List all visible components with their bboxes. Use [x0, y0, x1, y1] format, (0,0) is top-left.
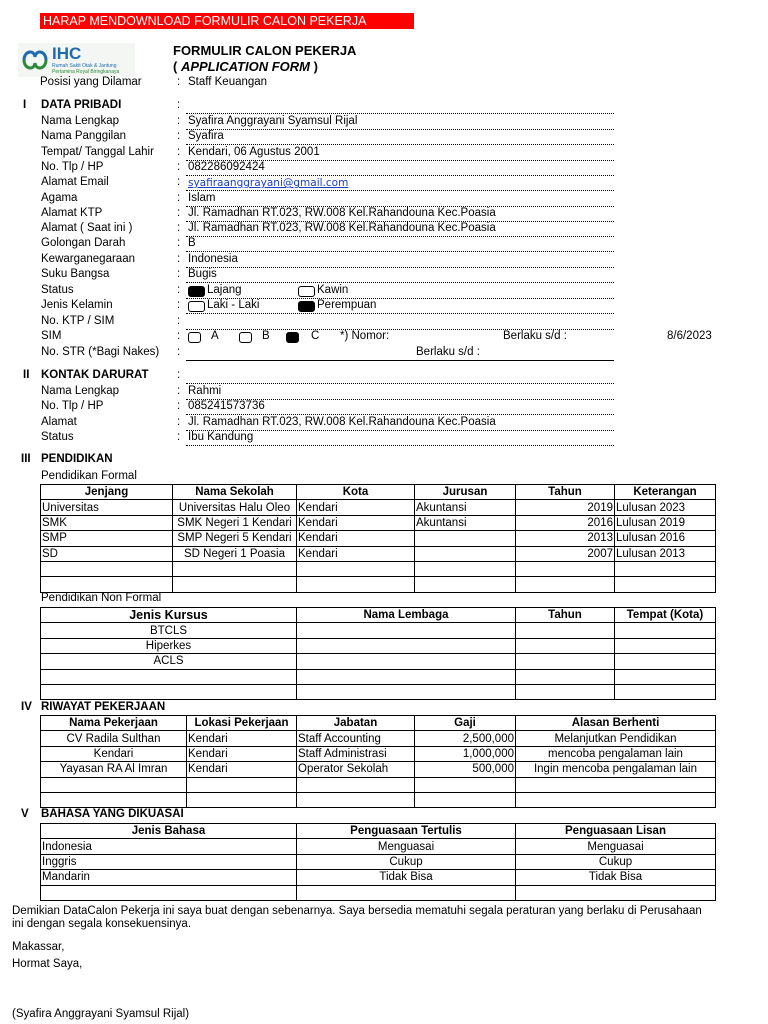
work-cell: Yayasan RA Al Imran	[41, 762, 187, 777]
formal-header-4: Tahun	[516, 485, 615, 500]
work-cell: Staff Administrasi	[297, 746, 415, 761]
nonformal-header-3: Tempat (Kota)	[615, 608, 716, 623]
formal-cell: Kendari	[297, 546, 415, 561]
formal-cell	[173, 561, 297, 576]
nonformal-cell	[297, 654, 516, 669]
lang-cell: Menguasai	[297, 839, 516, 854]
formal-cell: SMK	[41, 515, 173, 530]
status-option-1-label: Lajang	[207, 284, 242, 296]
work-header-3: Gaji	[415, 716, 516, 731]
formal-cell: SMP	[41, 531, 173, 546]
formal-cell: 2007	[516, 546, 615, 561]
work-cell: Kendari	[187, 762, 297, 777]
formal-cell: SMK Negeri 1 Kendari	[173, 515, 297, 530]
formal-cell: SD	[41, 546, 173, 561]
table-row	[41, 500, 716, 515]
suku-label: Suku Bangsa	[41, 268, 110, 280]
form-subtitle: ( APPLICATION FORM )	[173, 59, 318, 74]
company-logo	[18, 43, 135, 77]
table-row	[41, 531, 716, 546]
work-header-0: Nama Pekerjaan	[41, 716, 187, 731]
nonformal-cell	[297, 623, 516, 638]
warga-label: Kewarganegaraan	[41, 252, 135, 265]
formal-cell: Akuntansi	[415, 500, 516, 515]
work-cell: 1,000,000	[415, 746, 516, 761]
nonformal-cell: ACLS	[41, 654, 297, 669]
work-cell: Staff Accounting	[297, 731, 415, 746]
table-row	[41, 654, 716, 669]
work-cell: Melanjutkan Pendidikan	[516, 731, 716, 746]
sim-a-checkbox[interactable]	[188, 332, 201, 343]
lang-cell: Tidak Bisa	[297, 870, 516, 885]
nama-lengkap-label: Nama Lengkap	[41, 115, 119, 127]
formal-cell	[415, 561, 516, 576]
work-cell: Operator Sekolah	[297, 762, 415, 777]
formal-cell: 2016	[516, 515, 615, 530]
nonformal-cell	[41, 684, 297, 699]
table-row	[41, 762, 716, 777]
formal-cell	[615, 561, 716, 576]
nonformal-cell	[516, 684, 615, 699]
nonformal-cell	[41, 669, 297, 684]
work-cell: Kendari	[41, 746, 187, 761]
ihc-logo-icon	[20, 45, 50, 75]
section-5-number: V	[21, 808, 29, 820]
nonformal-cell	[297, 638, 516, 653]
table-row	[41, 577, 716, 592]
tlp-label: No. Tlp / HP	[41, 400, 104, 413]
tlp-value: 085241573736	[188, 400, 265, 413]
table-row	[41, 746, 716, 761]
position-value: Staff Keuangan	[188, 76, 268, 88]
work-cell	[297, 792, 415, 807]
formal-cell	[173, 577, 297, 592]
table-row	[41, 669, 716, 684]
formal-cell: Lulusan 2016	[615, 531, 716, 546]
sim-b-label: B	[262, 330, 270, 342]
table-row	[41, 515, 716, 530]
nonformal-header-1: Nama Lembaga	[297, 608, 516, 623]
lang-header-1: Penguasaan Tertulis	[297, 824, 516, 839]
nama-panggilan-value: Syafira	[188, 130, 224, 143]
tlp-value: 082286092424	[188, 160, 265, 173]
form-subtitle-text: APPLICATION FORM	[180, 59, 310, 74]
nonformal-education-label: Pendidikan Non Formal	[41, 592, 162, 604]
formal-cell	[415, 577, 516, 592]
work-header-2: Jabatan	[297, 716, 415, 731]
work-cell	[187, 777, 297, 792]
kelamin-option-2-label: Perempuan	[317, 299, 377, 311]
sim-b-checkbox[interactable]	[239, 332, 252, 343]
formal-cell	[41, 577, 173, 592]
table-row	[41, 870, 716, 885]
nonformal-cell	[516, 623, 615, 638]
sim-a-label: A	[211, 330, 219, 342]
nonformal-header-0: Jenis Kursus	[41, 608, 297, 623]
str-valid-until-label: Berlaku s/d :	[416, 346, 480, 358]
lang-cell	[41, 885, 297, 900]
table-row	[41, 561, 716, 576]
form-title: FORMULIR CALON PEKERJA	[173, 43, 357, 58]
city-text: Makassar,	[12, 941, 65, 953]
formal-header-2: Kota	[297, 485, 415, 500]
warga-value: Indonesia	[188, 252, 238, 265]
formal-education-table	[40, 484, 716, 593]
formal-cell	[615, 577, 716, 592]
nonformal-header-2: Tahun	[516, 608, 615, 623]
table-row	[41, 792, 716, 807]
formal-header-5: Keterangan	[615, 485, 716, 500]
lang-cell	[297, 885, 516, 900]
kelamin-label: Jenis Kelamin	[41, 299, 113, 311]
nonformal-cell	[516, 638, 615, 653]
section-4-title: RIWAYAT PEKERJAAN	[41, 701, 166, 713]
status-label: Status	[41, 430, 74, 443]
alamat-now-label: Alamat ( Saat ini )	[41, 222, 133, 235]
section-3-number: III	[21, 453, 31, 465]
goldar-label: Golongan Darah	[41, 237, 126, 250]
nonformal-cell	[615, 684, 716, 699]
alamat-now-value: Jl. Ramadhan RT.023, RW.008 Kel.Rahandouna Kec.Poasia	[188, 222, 496, 235]
section-2-number: II	[23, 369, 30, 381]
lang-cell: Cukup	[297, 854, 516, 869]
nonformal-cell	[615, 669, 716, 684]
kelamin-option-1-checkbox[interactable]	[188, 301, 205, 312]
status-option-2-label: Kawin	[317, 284, 349, 296]
ttl-label: Tempat/ Tanggal Lahir	[41, 145, 154, 158]
status-option-2-checkbox[interactable]	[298, 286, 315, 297]
work-cell: Kendari	[187, 731, 297, 746]
lang-cell: Menguasai	[516, 839, 716, 854]
tlp-label: No. Tlp / HP	[41, 160, 104, 173]
status-label: Status	[41, 284, 74, 296]
formal-cell: Universitas	[41, 500, 173, 515]
logo-line-2: Pertamina Royal Biringkanaya	[52, 69, 120, 75]
sim-valid-until-label: Berlaku s/d :	[503, 330, 567, 342]
table-row	[41, 731, 716, 746]
formal-cell	[516, 577, 615, 592]
formal-cell: Lulusan 2023	[615, 500, 716, 515]
section-5-title: BAHASA YANG DIKUASAI	[41, 808, 184, 820]
formal-cell: 2019	[516, 500, 615, 515]
work-cell: Ingin mencoba pengalaman lain	[516, 762, 716, 777]
nama-value: Rahmi	[188, 385, 222, 397]
work-cell: Kendari	[187, 746, 297, 761]
formal-cell	[41, 561, 173, 576]
formal-cell: Kendari	[297, 500, 415, 515]
lang-header-0: Jenis Bahasa	[41, 824, 297, 839]
sim-valid-until-date: 8/6/2023	[667, 330, 712, 342]
formal-cell: SD Negeri 1 Poasia	[173, 546, 297, 561]
work-cell	[41, 777, 187, 792]
position-label: Posisi yang Dilamar	[40, 76, 142, 88]
sim-c-checkbox[interactable]	[286, 332, 299, 343]
formal-cell: Lulusan 2019	[615, 515, 716, 530]
ktp-label: No. KTP / SIM	[41, 315, 115, 327]
lang-cell: Cukup	[516, 854, 716, 869]
email-value[interactable]: syafiraanggrayani@gmail.com	[188, 177, 349, 190]
nonformal-cell	[297, 669, 516, 684]
formal-cell	[516, 561, 615, 576]
table-row	[41, 854, 716, 869]
status-value: Ibu Kandung	[188, 430, 254, 443]
lang-cell: Indonesia	[41, 839, 297, 854]
str-label: No. STR (*Bagi Nakes)	[41, 346, 160, 358]
formal-cell	[415, 531, 516, 546]
work-history-table	[40, 715, 716, 808]
section-1-title: DATA PRIBADI	[41, 99, 122, 111]
statement-text: Demikian DataCalon Pekerja ini saya buat dengan sebenarnya. Saya bersedia mematuhi segala peraturan yang berlaku di Perusahaan ini dengan segala konsekuensinya.	[12, 905, 702, 930]
suku-value: Bugis	[188, 268, 217, 280]
formal-cell: Universitas Halu Oleo	[173, 500, 297, 515]
formal-cell: SMP Negeri 5 Kendari	[173, 531, 297, 546]
work-cell: 500,000	[415, 762, 516, 777]
ttl-value: Kendari, 06 Agustus 2001	[188, 145, 320, 158]
lang-cell: Tidak Bisa	[516, 870, 716, 885]
lang-cell: Inggris	[41, 854, 297, 869]
nama-label: Nama Lengkap	[41, 385, 119, 397]
signature-name: (Syafira Anggrayani Syamsul Rijal)	[12, 1008, 190, 1020]
ktp-addr-value: Jl. Ramadhan RT.023, RW.008 Kel.Rahandouna Kec.Poasia	[188, 206, 496, 219]
nonformal-cell	[516, 654, 615, 669]
closing-text: Hormat Saya,	[12, 958, 83, 970]
nonformal-cell	[297, 684, 516, 699]
table-row	[41, 777, 716, 792]
formal-education-label: Pendidikan Formal	[41, 470, 137, 482]
formal-cell: Lulusan 2013	[615, 546, 716, 561]
work-cell	[516, 792, 716, 807]
lang-cell	[516, 885, 716, 900]
formal-cell: Kendari	[297, 515, 415, 530]
nonformal-cell	[615, 654, 716, 669]
work-cell	[41, 792, 187, 807]
section-3-title: PENDIDIKAN	[41, 453, 113, 465]
alamat-value: Jl. Ramadhan RT.023, RW.008 Kel.Rahandouna Kec.Poasia	[188, 415, 496, 428]
kelamin-option-1-label: Laki - Laki	[207, 299, 260, 311]
ktp-addr-label: Alamat KTP	[41, 206, 103, 219]
work-header-4: Alasan Berhenti	[516, 716, 716, 731]
logo-line-1: Rumah Sakit Otak & Jantung	[52, 63, 117, 69]
nama-lengkap-value: Syafira Anggrayani Syamsul Rijal	[188, 115, 358, 127]
work-header-1: Lokasi Pekerjaan	[187, 716, 297, 731]
section-1-number: I	[23, 99, 27, 111]
formal-cell	[415, 546, 516, 561]
table-row	[41, 623, 716, 638]
nonformal-cell	[516, 669, 615, 684]
kelamin-option-2-checkbox[interactable]	[298, 301, 315, 312]
sim-c-label: C	[311, 330, 320, 342]
agama-value: Islam	[188, 191, 216, 204]
work-cell	[415, 777, 516, 792]
agama-label: Agama	[41, 191, 78, 204]
work-cell	[516, 777, 716, 792]
nama-panggilan-label: Nama Panggilan	[41, 130, 127, 143]
formal-header-1: Nama Sekolah	[173, 485, 297, 500]
status-option-1-checkbox[interactable]	[188, 286, 205, 297]
formal-cell	[297, 577, 415, 592]
logo-text: IHC	[52, 44, 82, 63]
table-row	[41, 839, 716, 854]
section-4-number: IV	[21, 701, 32, 713]
sim-number-label: *) Nomor:	[340, 330, 390, 342]
nonformal-cell	[615, 623, 716, 638]
section-2-title: KONTAK DARURAT	[41, 369, 149, 381]
sim-label: SIM	[41, 330, 62, 342]
table-row	[41, 684, 716, 699]
lang-cell: Mandarin	[41, 870, 297, 885]
work-cell: CV Radila Sulthan	[41, 731, 187, 746]
table-row	[41, 885, 716, 900]
work-cell: mencoba pengalaman lain	[516, 746, 716, 761]
download-banner: HARAP MENDOWNLOAD FORMULIR CALON PEKERJA	[40, 13, 414, 29]
work-cell	[187, 792, 297, 807]
nonformal-cell: BTCLS	[41, 623, 297, 638]
formal-cell: 2013	[516, 531, 615, 546]
formal-header-0: Jenjang	[41, 485, 173, 500]
work-cell	[415, 792, 516, 807]
alamat-label: Alamat	[41, 415, 77, 428]
nonformal-cell: Hiperkes	[41, 638, 297, 653]
formal-cell: Kendari	[297, 531, 415, 546]
formal-cell: Akuntansi	[415, 515, 516, 530]
formal-header-3: Jurusan	[415, 485, 516, 500]
lang-header-2: Penguasaan Lisan	[516, 824, 716, 839]
work-cell: 2,500,000	[415, 731, 516, 746]
nonformal-cell	[615, 638, 716, 653]
nonformal-education-table	[40, 607, 716, 700]
table-row	[41, 638, 716, 653]
language-table	[40, 823, 716, 901]
formal-cell	[297, 561, 415, 576]
work-cell	[297, 777, 415, 792]
table-row	[41, 546, 716, 561]
email-label: Alamat Email	[41, 176, 109, 189]
goldar-value: B	[188, 237, 196, 250]
